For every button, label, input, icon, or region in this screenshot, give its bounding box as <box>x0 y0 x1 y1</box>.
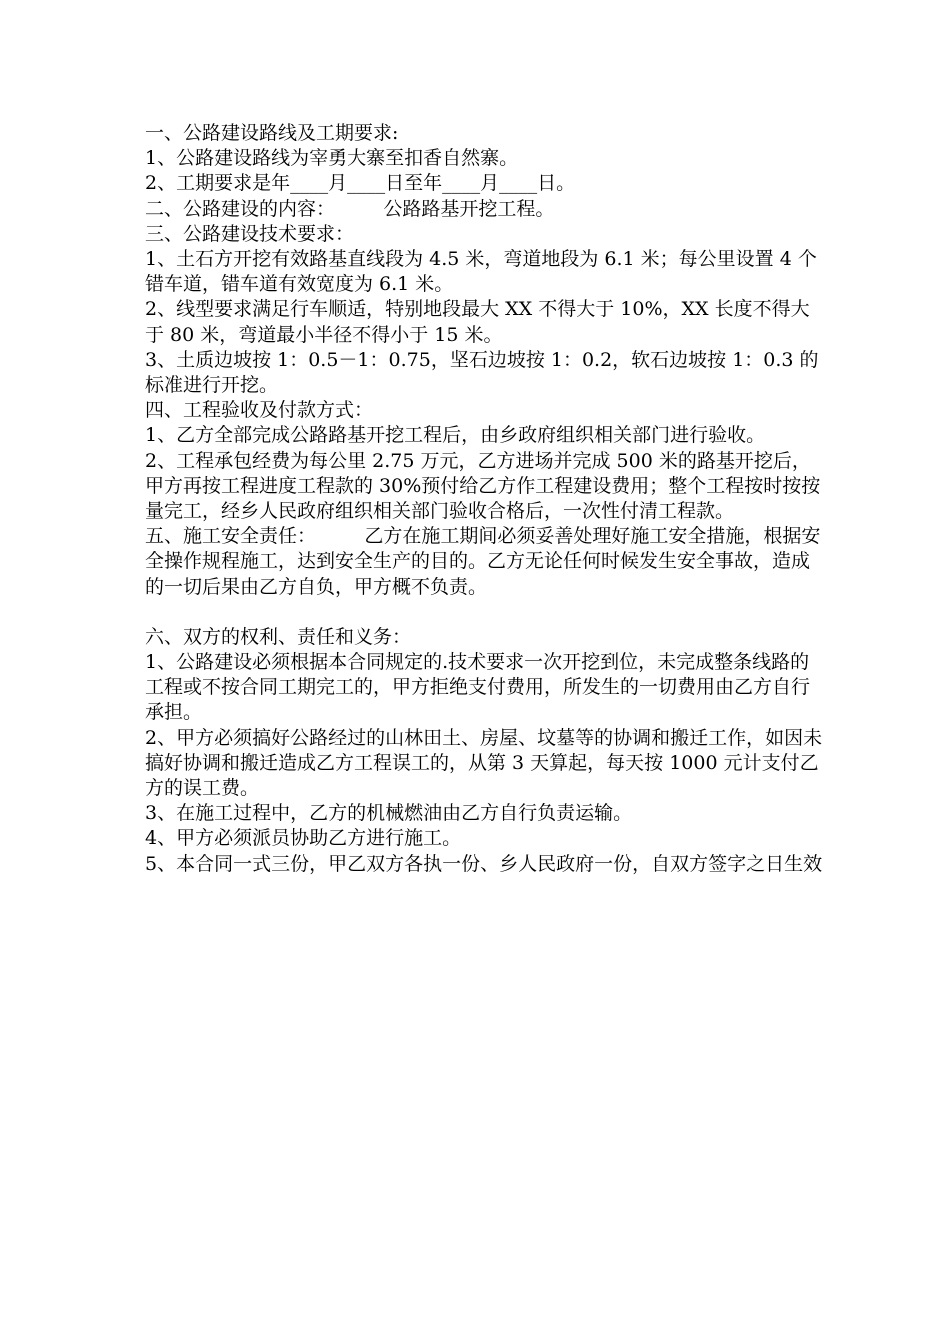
paragraph-technical-3: 3、土质边坡按 1：0.5－1：0.75，坚石边坡按 1：0.2，软石边坡按 1：0.3 的标准进行开挖。 <box>145 348 819 397</box>
paragraph-acceptance-2: 2、工程承包经费为每公里 2.75 万元，乙方进场并完成 500 米的路基开挖后，甲方再按工程进度工程款的 30%预付给乙方作工程建设费用；整个工程按时按按量完工，经乡人民政府组织相关部门验收合格后，一次性付清工程款。 <box>145 449 821 523</box>
paragraph-technical-1: 1、土石方开挖有效路基直线段为 4.5 米，弯道地段为 6.1 米；每公里设置 4 个错车道，错车道有效宽度为 6.1 米。 <box>145 248 817 296</box>
section-heading-route: 一、公路建设路线及工期要求: <box>145 122 399 144</box>
paragraph-rights-5: 5、本合同一式三份，甲乙双方各执一份、乡人民政府一份，自双方签字之日生效 <box>145 852 823 875</box>
paragraph-rights-4: 4、甲方必须派员协助乙方进行施工。 <box>145 827 462 850</box>
section-heading-safety: 五、施工安全责任： 乙方在施工期间必须妥善处理好施工安全措施，根据安全操作规程施工，达到安全生产的目的。乙方无论任何时候发生安全事故，造成的一切后果由乙方自负，甲方概不负责。 <box>145 525 821 598</box>
paragraph-acceptance-1: 1、乙方全部完成公路路基开挖工程后，由乡政府组织相关部门进行验收。 <box>145 424 766 447</box>
paragraph-route: 1、公路建设路线为宰勇大寨至扣香自然寨。 <box>145 147 519 170</box>
section-heading-technical: 三、公路建设技术要求： <box>145 222 355 245</box>
section-heading-rights: 六、双方的权利、责任和义务： <box>145 625 412 648</box>
paragraph-technical-2: 2、线型要求满足行车顺适，特别地段最大 XX 不得大于 10%，XX 长度不得大于 80 米，弯道最小半径不得小于 15 米。 <box>145 298 810 346</box>
document-body <box>145 121 825 877</box>
section-heading-content: 二、公路建设的内容： 公路路基开挖工程。 <box>145 197 555 220</box>
paragraph-rights-3: 3、在施工过程中，乙方的机械燃油由乙方自行负责运输。 <box>145 802 633 825</box>
section-heading-acceptance: 四、工程验收及付款方式： <box>145 399 374 422</box>
paragraph-rights-1: 1、公路建设必须根据本合同规定的.技术要求一次开挖到位，未完成整条线路的工程或不按合同工期完工的，甲方拒绝支付费用，所发生的一切费用由乙方自行承担。 <box>145 651 811 724</box>
blank-line <box>145 600 825 625</box>
paragraph-rights-2: 2、甲方必须搞好公路经过的山林田土、房屋、坟墓等的协调和搬迁工作，如因未搞好协调和搬迁造成乙方工程误工的，从第 3 天算起，每天按 1000 元计支付乙方的误工费。 <box>145 726 823 800</box>
paragraph-schedule: 2、工期要求是年____月____日至年____月____日。 <box>145 172 576 195</box>
